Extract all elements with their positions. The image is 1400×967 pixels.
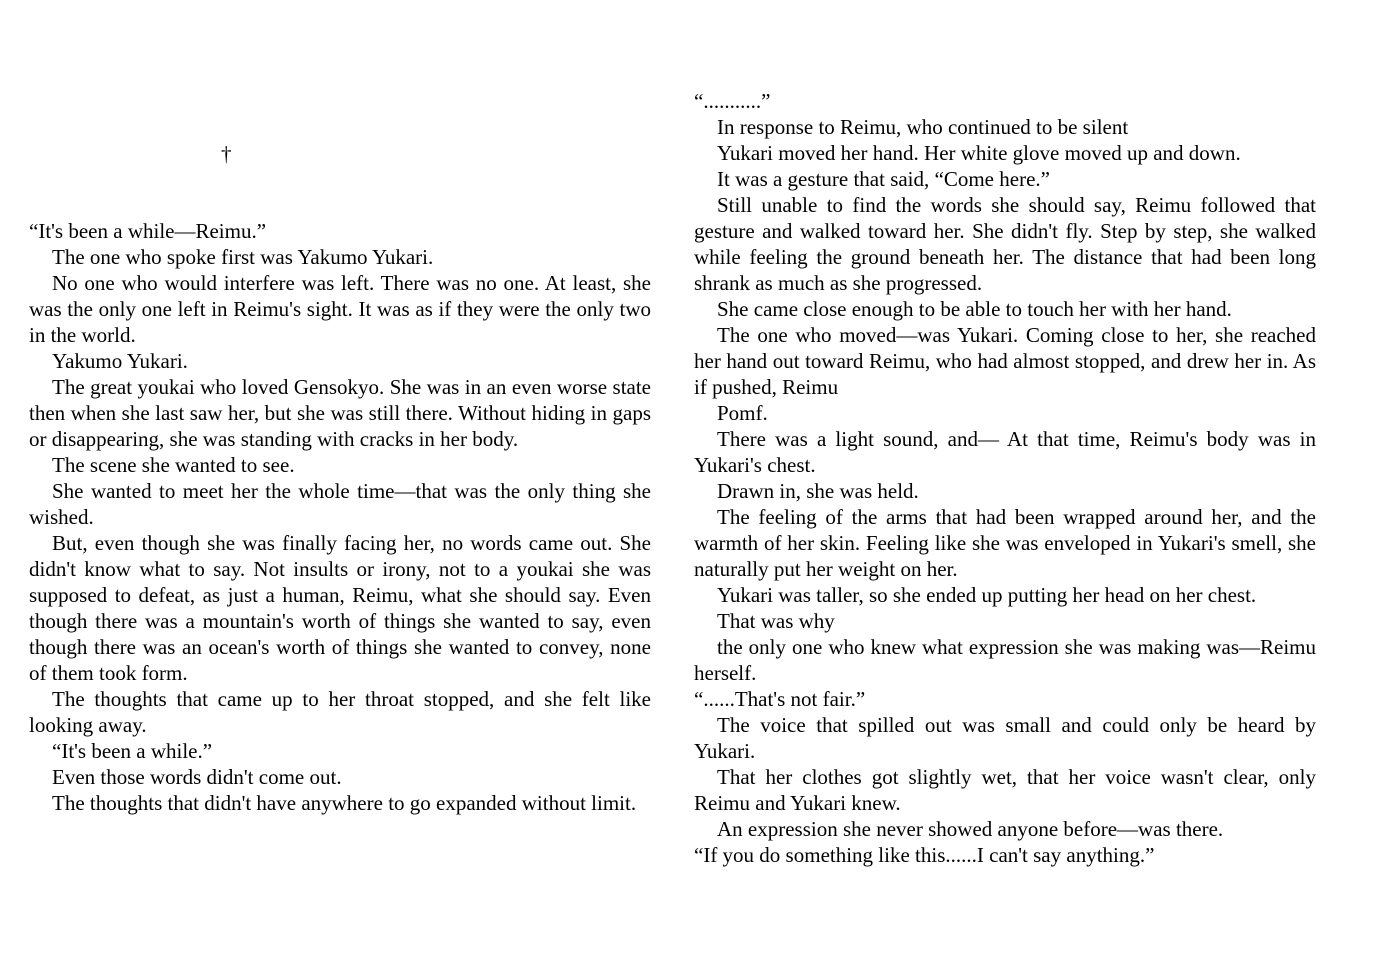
paragraph: The great youkai who loved Gensokyo. She was in an even worse state then when she last saw her, but she was still there. Without hiding in gaps or disappearing, she was standing with cracks in her body. (29, 375, 651, 451)
paragraph: No one who would interfere was left. There was no one. At least, she was the only one left in Reimu's sight. It was as if they were the only two in the world. (29, 271, 651, 347)
paragraph: Pomf. (717, 401, 768, 425)
paragraph: It was a gesture that said, “Come here.” (717, 167, 1050, 191)
paragraph: But, even though she was finally facing her, no words came out. She didn't know what to say. Not insults or irony, not to a youkai she was supposed to defeat, as just a human, Reimu, what she should say. Even though there was a mountain's worth of things she wanted to say, even though there was an ocean's worth of things she wanted to convey, none of them took form. (29, 531, 651, 685)
paragraph: An expression she never showed anyone before—was there. (717, 817, 1224, 841)
paragraph: “...........” (694, 89, 771, 113)
section-break-dagger: † (221, 142, 232, 166)
paragraph: The scene she wanted to see. (52, 453, 295, 477)
right-page-text (694, 88, 1316, 868)
paragraph: Even those words didn't come out. (52, 765, 342, 789)
paragraph: “It's been a while—Reimu.” (29, 219, 267, 243)
paragraph: The voice that spilled out was small and could only be heard by Yukari. (694, 713, 1316, 763)
paragraph: The one who moved—was Yukari. Coming close to her, she reached her hand out toward Reimu, who had almost stopped, and drew her in. As if pushed, Reimu (694, 323, 1316, 399)
paragraph: Yukari was taller, so she ended up putting her head on her chest. (717, 583, 1257, 607)
paragraph: She came close enough to be able to touch her with her hand. (717, 297, 1232, 321)
paragraph: There was a light sound, and— At that time, Reimu's body was in Yukari's chest. (694, 427, 1316, 477)
paragraph: “If you do something like this......I can't say anything.” (694, 843, 1155, 867)
paragraph: That was why (717, 609, 835, 633)
left-page-text (29, 218, 651, 816)
paragraph: The one who spoke first was Yakumo Yukari. (52, 245, 434, 269)
paragraph: The thoughts that didn't have anywhere to go expanded without limit. (52, 791, 637, 815)
paragraph: Yukari moved her hand. Her white glove moved up and down. (717, 141, 1241, 165)
paragraph: Drawn in, she was held. (717, 479, 919, 503)
paragraph: In response to Reimu, who continued to be silent (717, 115, 1129, 139)
paragraph: The thoughts that came up to her throat stopped, and she felt like looking away. (29, 687, 651, 737)
paragraph: That her clothes got slightly wet, that her voice wasn't clear, only Reimu and Yukari knew. (694, 765, 1316, 815)
paragraph: the only one who knew what expression she was making was—Reimu herself. (694, 635, 1316, 685)
paragraph: Yakumo Yukari. (52, 349, 188, 373)
paragraph: Still unable to find the words she should say, Reimu followed that gesture and walked toward her. She didn't fly. Step by step, she walked while feeling the ground beneath her. The distance that had been long shrank as much as she progressed. (694, 193, 1316, 295)
paragraph: She wanted to meet her the whole time—that was the only thing she wished. (29, 479, 651, 529)
paragraph: “......That's not fair.” (694, 687, 866, 711)
paragraph: The feeling of the arms that had been wrapped around her, and the warmth of her skin. Feeling like she was enveloped in Yukari's smell, she naturally put her weight on her. (694, 505, 1316, 581)
paragraph: “It's been a while.” (52, 739, 213, 763)
